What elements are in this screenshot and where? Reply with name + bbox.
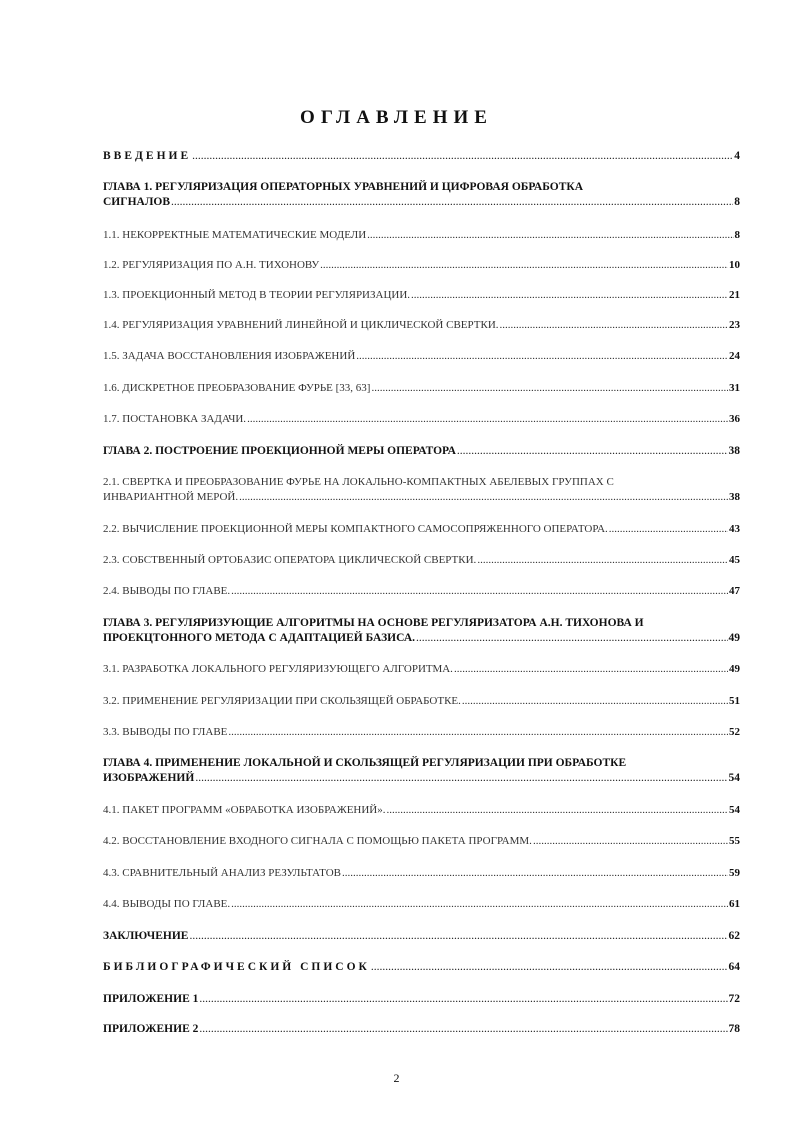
toc-page-number: 54 (729, 804, 740, 816)
toc-entry-chapter-1[interactable] (103, 180, 740, 210)
toc-entry-introduction[interactable] (103, 149, 740, 164)
toc-page-number: 54 (728, 772, 740, 784)
toc-entry-section-2-2[interactable] (103, 522, 740, 537)
toc-entry-section-1-2[interactable] (103, 258, 740, 273)
dot-leader (387, 803, 728, 818)
toc-entry-title-line-2: СИГНАЛОВ (103, 196, 171, 208)
toc-page-number: 8 (734, 196, 740, 208)
toc-page-number: 43 (729, 523, 740, 535)
dot-leader (462, 694, 728, 709)
toc-entry-title-line-1: ГЛАВА 1. РЕГУЛЯРИЗАЦИЯ ОПЕРАТОРНЫХ УРАВНЕНИЙ И ЦИФРОВАЯ ОБРАБОТКА (103, 181, 584, 193)
toc-entry-section-2-3[interactable] (103, 553, 740, 568)
toc-entry-title: 2.4. ВЫВОДЫ ПО ГЛАВЕ. (103, 585, 231, 597)
toc-page-number: 55 (729, 835, 740, 847)
toc-page-number: 23 (729, 319, 740, 331)
toc-entry-title: ПРИЛОЖЕНИЕ 1 (103, 993, 199, 1005)
toc-entry-section-2-1[interactable] (103, 475, 740, 505)
toc-entry-section-4-3[interactable] (103, 866, 740, 881)
toc-entry-title-line-1: ГЛАВА 3. РЕГУЛЯРИЗУЮЩИЕ АЛГОРИТМЫ НА ОСНОВЕ РЕГУЛЯРИЗАТОРА А.Н. ТИХОНОВА И (103, 617, 644, 629)
toc-entry-title: ГЛАВА 2. ПОСТРОЕНИЕ ПРОЕКЦИОННОЙ МЕРЫ ОПЕРАТОРА (103, 445, 456, 457)
toc-entry-section-4-2[interactable] (103, 834, 740, 849)
toc-entry-chapter-2[interactable] (103, 444, 740, 459)
dot-leader (477, 553, 728, 568)
toc-entry-appendix-2[interactable] (103, 1022, 740, 1037)
toc-entry-title-line-1: 2.1. СВЕРТКА И ПРЕОБРАЗОВАНИЕ ФУРЬЕ НА ЛОКАЛЬНО-КОМПАКТНЫХ АБЕЛЕВЫХ ГРУППАХ С (103, 476, 614, 488)
dot-leader (454, 662, 728, 677)
toc-entry-section-1-3[interactable] (103, 288, 740, 303)
toc-entry-title: ВВЕДЕНИЕ (103, 150, 192, 162)
toc-entry-section-4-1[interactable] (103, 803, 740, 818)
toc-entry-section-1-6[interactable] (103, 381, 740, 396)
toc-entry-title: 4.2. ВОССТАНОВЛЕНИЕ ВХОДНОГО СИГНАЛА С ПОМОЩЬЮ ПАКЕТА ПРОГРАММ. (103, 835, 532, 847)
dot-leader (533, 834, 728, 849)
toc-entry-title: 3.3. ВЫВОДЫ ПО ГЛАВЕ (103, 726, 228, 738)
dot-leader (416, 631, 728, 646)
dot-leader (371, 381, 728, 396)
toc-page-number: 24 (729, 350, 740, 362)
toc-entry-title: 1.7. ПОСТАНОВКА ЗАДАЧИ. (103, 413, 247, 425)
toc-entry-title-line-1: ГЛАВА 4. ПРИМЕНЕНИЕ ЛОКАЛЬНОЙ И СКОЛЬЗЯЩЕЙ РЕГУЛЯРИЗАЦИИ ПРИ ОБРАБОТКЕ (103, 757, 627, 769)
dot-leader (171, 195, 733, 210)
toc-entry-title: БИБЛИОГРАФИЧЕСКИЙ СПИСОК (103, 961, 370, 973)
toc-page-number: 49 (728, 632, 740, 644)
dot-leader (609, 522, 728, 537)
dot-leader (371, 960, 728, 975)
toc-entry-section-3-1[interactable] (103, 662, 740, 677)
toc-entry-section-1-7[interactable] (103, 412, 740, 427)
dot-leader (199, 992, 727, 1007)
toc-entry-title-line-2: ПРОЕКЦТОННОГО МЕТОДА С АДАПТАЦИЕЙ БАЗИСА. (103, 632, 415, 644)
dot-leader (195, 771, 727, 786)
toc-entry-section-3-2[interactable] (103, 694, 740, 709)
page-number: 2 (393, 1071, 400, 1085)
dot-leader (457, 444, 728, 459)
toc-entry-title: ПРИЛОЖЕНИЕ 2 (103, 1023, 199, 1035)
toc-page-number: 45 (729, 554, 740, 566)
toc-page-number: 61 (729, 898, 740, 910)
toc-entry-title: 1.6. ДИСКРЕТНОЕ ПРЕОБРАЗОВАНИЕ ФУРЬЕ [33, 63] (103, 382, 371, 394)
toc-page-number: 64 (728, 961, 740, 973)
toc-page-number: 49 (729, 663, 740, 675)
toc-entry-title: 2.2. ВЫЧИСЛЕНИЕ ПРОЕКЦИОННОЙ МЕРЫ КОМПАКТНОГО САМОСОПРЯЖЕННОГО ОПЕРАТОРА. (103, 523, 608, 535)
toc-entry-title-line-2: ИЗОБРАЖЕНИЙ (103, 772, 195, 784)
toc-entry-appendix-1[interactable] (103, 992, 740, 1007)
dot-leader (247, 412, 728, 427)
toc-entry-bibliography[interactable] (103, 960, 740, 975)
dot-leader (356, 349, 728, 364)
dot-leader (411, 288, 728, 303)
toc-page-number: 38 (729, 491, 740, 503)
toc-page-number: 52 (729, 726, 740, 738)
toc-entry-title: 1.3. ПРОЕКЦИОННЫЙ МЕТОД В ТЕОРИИ РЕГУЛЯРИЗАЦИИ. (103, 289, 411, 301)
toc-page-number: 78 (728, 1023, 740, 1035)
toc-entry-title: 4.3. СРАВНИТЕЛЬНЫЙ АНАЛИЗ РЕЗУЛЬТАТОВ (103, 867, 341, 879)
toc-entry-section-1-4[interactable] (103, 318, 740, 333)
dot-leader (500, 318, 728, 333)
toc-page-number: 10 (729, 259, 740, 271)
toc-page-number: 72 (728, 993, 740, 1005)
toc-page-number: 21 (729, 289, 740, 301)
toc-page-number: 8 (734, 229, 740, 241)
toc-entry-section-3-3[interactable] (103, 725, 740, 740)
toc-entry-title: 4.4. ВЫВОДЫ ПО ГЛАВЕ. (103, 898, 231, 910)
dot-leader (192, 149, 733, 164)
toc-entry-section-2-4[interactable] (103, 584, 740, 599)
toc-page-number: 31 (729, 382, 740, 394)
dot-leader (231, 897, 728, 912)
dot-leader (239, 490, 728, 505)
toc-page-number: 36 (729, 413, 740, 425)
toc-page-number: 51 (729, 695, 740, 707)
page-title: ОГЛАВЛЕНИЕ (300, 107, 493, 128)
toc-entry-title: 2.3. СОБСТВЕННЫЙ ОРТОБАЗИС ОПЕРАТОРА ЦИКЛИЧЕСКОЙ СВЕРТКИ. (103, 554, 477, 566)
toc-entry-section-1-5[interactable] (103, 349, 740, 364)
toc-page-number: 47 (729, 585, 740, 597)
toc-entry-title: 1.5. ЗАДАЧА ВОССТАНОВЛЕНИЯ ИЗОБРАЖЕНИЙ (103, 350, 356, 362)
dot-leader (320, 258, 728, 273)
dot-leader (342, 866, 728, 881)
toc-page-number: 4 (734, 150, 740, 162)
dot-leader (189, 929, 727, 944)
toc-entry-title: 1.1. НЕКОРРЕКТНЫЕ МАТЕМАТИЧЕСКИЕ МОДЕЛИ (103, 229, 367, 241)
toc-entry-section-1-1[interactable] (103, 228, 740, 243)
toc-entry-title: 1.4. РЕГУЛЯРИЗАЦИЯ УРАВНЕНИЙ ЛИНЕЙНОЙ И ЦИКЛИЧЕСКОЙ СВЕРТКИ. (103, 319, 499, 331)
dot-leader (231, 584, 728, 599)
dot-leader (367, 228, 733, 243)
toc-entry-title-line-2: ИНВАРИАНТНОЙ МЕРОЙ. (103, 491, 239, 503)
toc-entry-conclusion[interactable] (103, 929, 740, 944)
toc-entry-title: ЗАКЛЮЧЕНИЕ (103, 930, 189, 942)
toc-entry-section-4-4[interactable] (103, 897, 740, 912)
toc-entry-chapter-3[interactable] (103, 616, 740, 646)
toc-page-number: 38 (728, 445, 740, 457)
dot-leader (199, 1022, 727, 1037)
toc-entry-title: 1.2. РЕГУЛЯРИЗАЦИЯ ПО А.Н. ТИХОНОВУ (103, 259, 320, 271)
toc-page-number: 59 (729, 867, 740, 879)
toc-entry-chapter-4[interactable] (103, 756, 740, 786)
toc-entry-title: 4.1. ПАКЕТ ПРОГРАММ «ОБРАБОТКА ИЗОБРАЖЕНИЙ». (103, 804, 386, 816)
toc-entry-title: 3.1. РАЗРАБОТКА ЛОКАЛЬНОГО РЕГУЛЯРИЗУЮЩЕГО АЛГОРИТМА. (103, 663, 453, 675)
dot-leader (228, 725, 728, 740)
toc-entry-title: 3.2. ПРИМЕНЕНИЕ РЕГУЛЯРИЗАЦИИ ПРИ СКОЛЬЗЯЩЕЙ ОБРАБОТКЕ. (103, 695, 461, 707)
toc-page-number: 62 (728, 930, 740, 942)
